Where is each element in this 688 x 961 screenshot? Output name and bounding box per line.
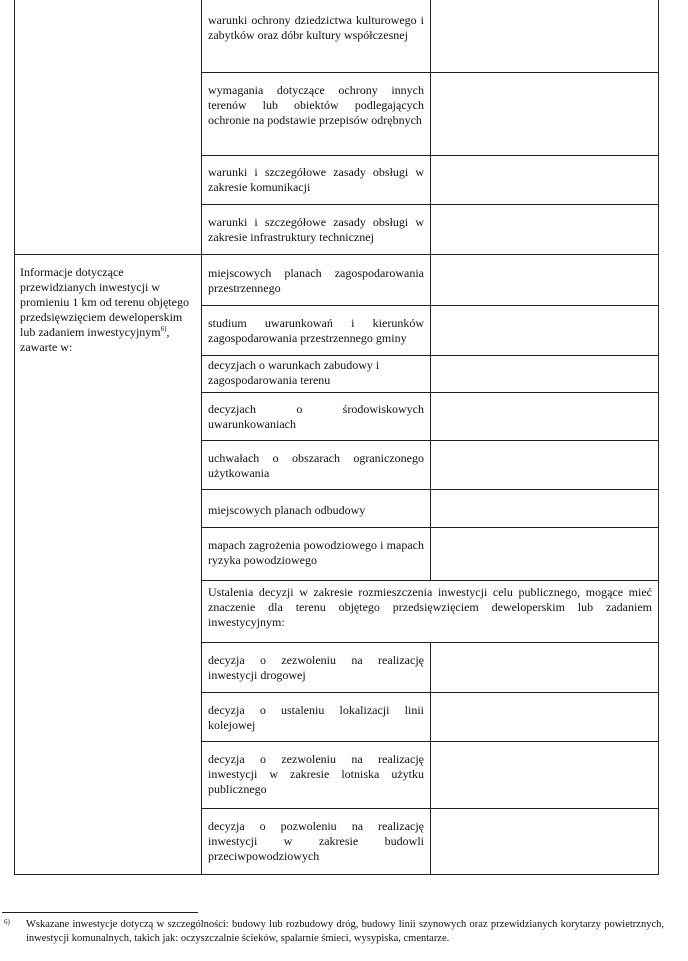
- table-cell: miejscowych planach odbudowy: [208, 503, 366, 517]
- table-divider-col2-lower: [430, 642, 431, 875]
- table-cell: mapach zagrożenia powodziowego i mapach ryzyka powodziowego: [208, 538, 424, 567]
- table-cell: uchwałach o obszarach ograniczonego użytkowania: [208, 451, 424, 480]
- row-line: [201, 305, 659, 306]
- table-cell: decyzja o zezwoleniu na realizację inwestycji drogowej: [208, 653, 424, 682]
- wide-row-text: Ustalenia decyzji w zakresie rozmieszczenia inwestycji celu publicznego, mogące mieć znaczenie dla terenu objętego przedsięwzięciem deweloperskim lub zadaniem inwestycyjnym:: [208, 585, 652, 629]
- table-cell: warunki i szczegółowe zasady obsługi w zakresie komunikacji: [208, 165, 424, 194]
- row-line: [201, 489, 659, 490]
- table-cell: warunki ochrony dziedzictwa kulturowego i zabytków oraz dóbr kultury współczesnej: [208, 13, 424, 42]
- row-line: [201, 527, 659, 528]
- table-cell: decyzjach o środowiskowych uwarunkowaniach: [208, 402, 424, 431]
- footnote-separator: [2, 912, 198, 913]
- table-cell: studium uwarunkowań i kierunków zagospodarowania przestrzennego gminy: [208, 316, 424, 345]
- table-cell: decyzja o ustaleniu lokalizacji linii kolejowej: [208, 703, 424, 732]
- table-cell: decyzja o zezwoleniu na realizację inwestycji w zakresie lotniska użytku publicznego: [208, 752, 424, 796]
- table-border-right: [658, 0, 659, 875]
- row-line: [201, 155, 659, 156]
- footnote-reference: 6): [160, 325, 167, 333]
- row-line: [201, 808, 659, 809]
- row-line: [201, 580, 659, 581]
- row-group-label-suffix: , zawarte w:: [20, 325, 170, 354]
- row-line: [201, 204, 659, 205]
- row-line: [201, 72, 659, 73]
- footnote-text: Wskazane inwestycje dotyczą w szczególności: budowy lub rozbudowy dróg, budowy linii szynowych oraz przewidzianych korytarzy powietrznych, inwestycji komunalnych, takich jak: oczyszczalnie ścieków, spalarnie śmieci, wysypiska, cmentarze.: [26, 919, 664, 944]
- table-divider-col2-upper: [430, 0, 431, 580]
- row-line: [201, 392, 659, 393]
- table-cell: decyzjach o warunkach zabudowy i zagospodarowania terenu: [208, 358, 380, 387]
- row-group-label-text: Informacje dotyczące przewidzianych inwestycji w promieniu 1 km od terenu objętego przedsięwzięciem deweloperskim lub zadaniem inwestycyjnym: [20, 265, 189, 339]
- table-divider-col1: [201, 0, 202, 875]
- row-line: [201, 440, 659, 441]
- footnote: [2, 918, 664, 946]
- table-border-left: [14, 0, 15, 875]
- footnote-mark: 6): [4, 918, 10, 926]
- row-line: [201, 741, 659, 742]
- table-cell: warunki i szczegółowe zasady obsługi w zakresie infrastruktury technicznej: [208, 215, 424, 244]
- table-cell: wymagania dotyczące ochrony innych terenów lub obiektów podlegających ochronie na podstawie przepisów odrębnych: [208, 83, 424, 127]
- table-border-bottom: [14, 874, 659, 875]
- row-line: [201, 642, 659, 643]
- table-cell: miejscowych planach zagospodarowania przestrzennego: [208, 266, 424, 295]
- table-cell: decyzja o pozwoleniu na realizację inwestycji w zakresie budowli przeciwpowodziowych: [208, 819, 424, 863]
- row-line: [201, 355, 659, 356]
- row-group-label: [20, 265, 196, 355]
- row-line: [14, 254, 659, 255]
- row-line: [201, 692, 659, 693]
